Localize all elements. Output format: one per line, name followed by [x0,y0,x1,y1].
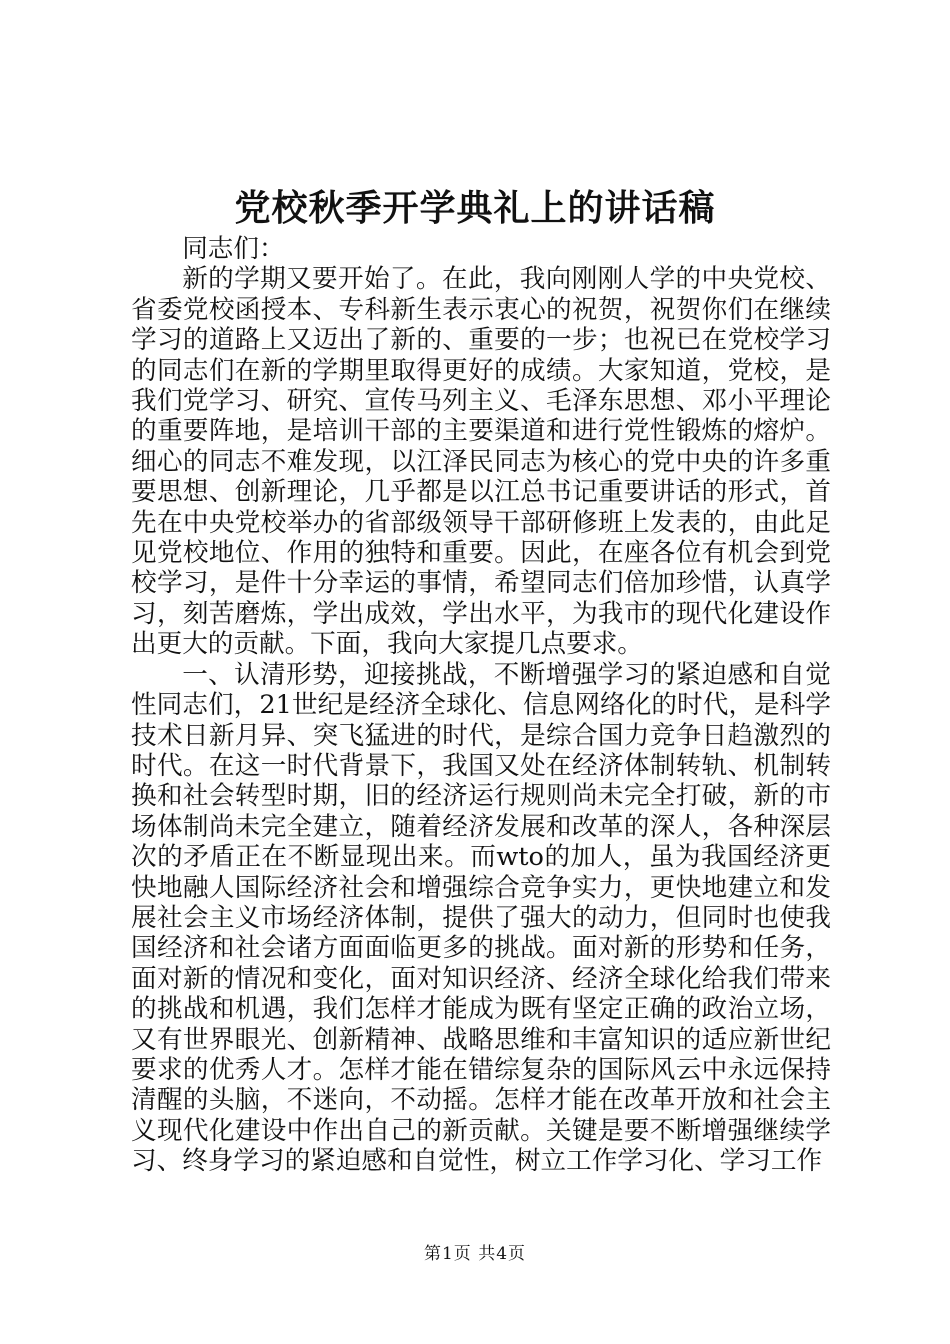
body-paragraph: 新的学期又要开始了。在此，我向刚刚人学的中央党校、省委党校函授本、专科新生表示衷心的祝贺，祝贺你们在继续学习的道路上又迈出了新的、重要的一步；也祝已在党校学习的同志们在新的学期里取得更好的成绩。大家知道，党校，是我们党学习、研究、宣传马列主义、毛泽东思想、邓小平理论的重要阵地，是培训干部的主要渠道和进行党性锻炼的熔炉。细心的同志不难发现，以江泽民同志为核心的党中央的许多重要思想、创新理论，几乎都是以江总书记重要讲话的形式，首先在中央党校举办的省部级领导干部研修班上发表的，由此足见党校地位、作用的独特和重要。因此，在座各位有机会到党校学习，是件十分幸运的事情，希望同志们倍加珍惜，认真学习，刻苦磨炼，学出成效，学出水平，为我市的现代化建设作出更大的贡献。下面，我向大家提几点要求。 [131,264,831,660]
body-paragraph: 一、认清形势，迎接挑战，不断增强学习的紧迫感和自觉性同志们，21世纪是经济全球化、信息网络化的时代，是科学技术日新月异、突飞猛进的时代，是综合国力竞争日趋激烈的时代。在这一时代背景下，我国又处在经济体制转轨、机制转换和社会转型时期，旧的经济运行规则尚未完全打破，新的市场体制尚未完全建立，随着经济发展和改革的深人，各种深层次的矛盾正在不断显现出来。而wto的加人，虽为我国经济更快地融人国际经济社会和增强综合竞争实力，更快地建立和发展社会主义市场经济体制，提供了强大的动力，但同时也使我国经济和社会诸方面面临更多的挑战。面对新的形势和任务，面对新的情况和变化，面对知识经济、经济全球化给我们带来的挑战和机遇，我们怎样才能成为既有坚定正确的政治立场，又有世界眼光、创新精神、战略思维和丰富知识的适应新世纪要求的优秀人才。怎样才能在错综复杂的国际风云中永远保持清醒的头脑，不迷向，不动摇。怎样才能在改革开放和社会主义现代化建设中作出自己的新贡献。关键是要不断增强继续学习、终身学习的紧迫感和自觉性，树立工作学习化、学习工作 [131,659,831,1177]
page-number-footer: 第1页 共4页 [423,1244,527,1264]
document-title: 党校秋季开学典礼上的讲话稿 [234,187,716,229]
greeting-paragraph: 同志们： [182,234,285,264]
document-body [131,234,831,1177]
